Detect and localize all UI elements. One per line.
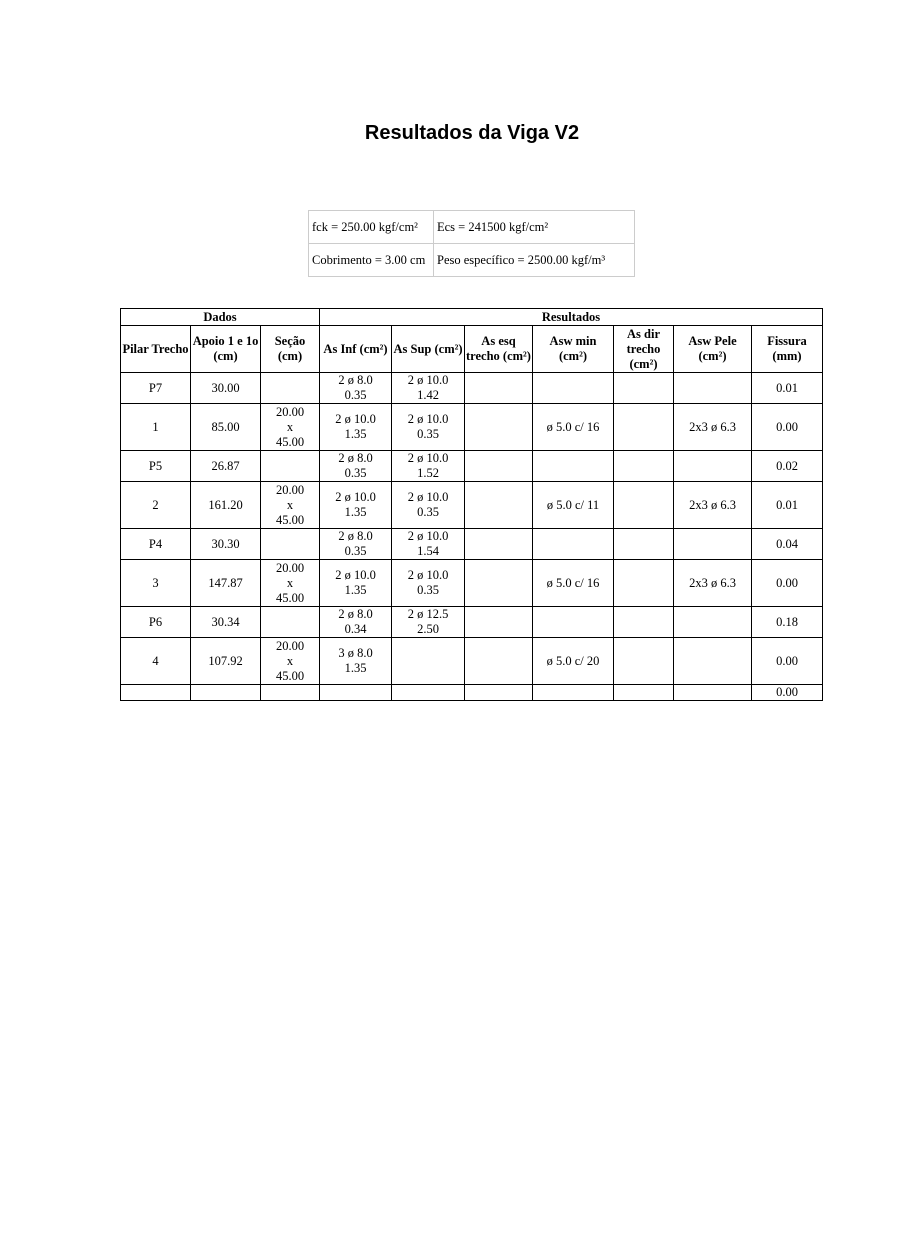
fissura-cell	[752, 482, 823, 529]
asw-pele-cell	[674, 529, 752, 560]
fissura-cell	[752, 560, 823, 607]
pilar-cell	[121, 685, 191, 701]
apoio-cell-line: 30.00	[211, 380, 240, 395]
as-inf-cell-line: 0.35	[344, 544, 367, 558]
parameters-table	[308, 210, 635, 277]
secao-cell-line: 20.00	[275, 560, 305, 575]
fck-value: fck = 250.00 kgf/cm²	[309, 211, 434, 244]
group-header-dados: Dados	[121, 309, 320, 326]
as-inf-cell	[320, 529, 392, 560]
asw-min-cell	[533, 451, 614, 482]
asw-pele-cell	[674, 451, 752, 482]
fissura-cell	[752, 451, 823, 482]
header-secao: Seção (cm)	[261, 326, 320, 373]
as-sup-cell-line: 2 ø 10.0	[407, 490, 449, 504]
ecs-value: Ecs = 241500 kgf/cm²	[434, 211, 635, 244]
secao-cell-line: 45.00	[275, 512, 305, 527]
pilar-cell	[121, 529, 191, 560]
asw-min-cell-line: ø 5.0 c/ 16	[546, 575, 600, 590]
header-fissura: Fissura (mm)	[752, 326, 823, 373]
header-as-esq-trecho: As esq trecho (cm²)	[465, 326, 533, 373]
pilar-cell	[121, 607, 191, 638]
apoio-cell	[191, 685, 261, 701]
fissura-cell	[752, 529, 823, 560]
as-sup-cell-line: 2.50	[417, 622, 439, 636]
page-title: Resultados da Viga V2	[364, 122, 580, 144]
as-dir-cell	[614, 560, 674, 607]
asw-pele-cell-line: 2x3 ø 6.3	[689, 497, 736, 512]
as-sup-cell-line: 2 ø 10.0	[407, 568, 449, 582]
fissura-cell-line: 0.01	[776, 497, 798, 512]
fissura-cell-line: 0.02	[776, 458, 798, 473]
pilar-cell	[121, 451, 191, 482]
as-sup-cell	[392, 482, 465, 529]
secao-cell	[261, 529, 320, 560]
secao-cell-line: x	[286, 575, 294, 590]
fissura-cell	[752, 638, 823, 685]
fissura-cell	[752, 685, 823, 701]
as-inf-cell-line: 1.35	[344, 583, 367, 597]
pilar-cell	[121, 404, 191, 451]
as-esq-cell	[465, 451, 533, 482]
pilar-cell-line: 2	[152, 497, 159, 512]
as-inf-cell	[320, 451, 392, 482]
parameters-row	[309, 244, 635, 277]
as-sup-cell-line: 0.35	[417, 505, 439, 519]
secao-cell-line: 45.00	[275, 590, 305, 605]
header-pilar-trecho: Pilar Trecho	[121, 326, 191, 373]
pilar-cell-line: P4	[148, 536, 163, 551]
asw-pele-cell	[674, 607, 752, 638]
pilar-cell	[121, 482, 191, 529]
as-dir-cell	[614, 638, 674, 685]
as-dir-cell	[614, 482, 674, 529]
as-dir-cell	[614, 404, 674, 451]
pilar-cell-line: P5	[148, 458, 163, 473]
secao-cell	[261, 560, 320, 607]
column-header-row	[121, 326, 823, 373]
secao-cell	[261, 373, 320, 404]
pilar-cell	[121, 373, 191, 404]
table-row	[121, 560, 823, 607]
asw-pele-cell	[674, 482, 752, 529]
apoio-cell-line: 161.20	[208, 497, 243, 512]
fissura-cell-line: 0.00	[776, 685, 798, 699]
fissura-cell	[752, 404, 823, 451]
as-inf-cell-line: 2 ø 8.0	[338, 451, 373, 465]
asw-min-cell	[533, 404, 614, 451]
as-esq-cell	[465, 607, 533, 638]
table-row	[121, 451, 823, 482]
pilar-cell	[121, 638, 191, 685]
as-inf-cell-line: 2 ø 10.0	[335, 490, 376, 504]
as-sup-cell	[392, 638, 465, 685]
asw-pele-cell	[674, 404, 752, 451]
apoio-cell	[191, 451, 261, 482]
as-sup-cell-line: 1.42	[417, 388, 439, 402]
asw-min-cell-line: ø 5.0 c/ 16	[546, 419, 600, 434]
as-inf-cell-line: 2 ø 8.0	[338, 529, 373, 543]
apoio-cell	[191, 560, 261, 607]
asw-min-cell	[533, 529, 614, 560]
as-sup-cell-line: 1.54	[417, 544, 439, 558]
secao-cell-line: x	[286, 653, 294, 668]
secao-cell	[261, 607, 320, 638]
as-sup-cell	[392, 529, 465, 560]
header-as-dir-trecho: As dir trecho (cm²)	[614, 326, 674, 373]
secao-cell-line: 20.00	[275, 404, 305, 419]
apoio-cell-line: 147.87	[208, 575, 243, 590]
secao-cell-line: 20.00	[275, 638, 305, 653]
as-inf-cell	[320, 560, 392, 607]
asw-min-cell	[533, 560, 614, 607]
asw-min-cell-line: ø 5.0 c/ 20	[546, 653, 600, 668]
asw-min-cell	[533, 482, 614, 529]
apoio-cell	[191, 373, 261, 404]
table-row	[121, 685, 823, 701]
cobrimento-value: Cobrimento = 3.00 cm	[309, 244, 434, 277]
parameters-row	[309, 211, 635, 244]
pilar-cell-line: P7	[148, 380, 163, 395]
header-as-sup: As Sup (cm²)	[392, 326, 465, 373]
peso-especifico-value: Peso específico = 2500.00 kgf/m³	[434, 244, 635, 277]
table-row	[121, 638, 823, 685]
as-inf-cell-line: 3 ø 8.0	[338, 646, 373, 660]
apoio-cell	[191, 482, 261, 529]
secao-cell-line: x	[286, 419, 294, 434]
as-esq-cell	[465, 373, 533, 404]
secao-cell-line: 45.00	[275, 434, 305, 449]
as-sup-cell-line: 2 ø 12.5	[407, 607, 449, 621]
apoio-cell	[191, 638, 261, 685]
asw-pele-cell-line: 2x3 ø 6.3	[689, 575, 736, 590]
fissura-cell-line: 0.01	[776, 380, 798, 395]
as-esq-cell	[465, 482, 533, 529]
as-esq-cell	[465, 529, 533, 560]
secao-cell	[261, 451, 320, 482]
secao-cell	[261, 685, 320, 701]
as-sup-cell	[392, 451, 465, 482]
header-asw-pele: Asw Pele (cm²)	[674, 326, 752, 373]
secao-cell	[261, 638, 320, 685]
secao-cell-line: 20.00	[275, 482, 305, 497]
as-inf-cell	[320, 404, 392, 451]
as-sup-cell-line: 1.52	[417, 466, 439, 480]
apoio-cell	[191, 529, 261, 560]
results-table	[120, 308, 823, 701]
header-apoio: Apoio 1 e 1o (cm)	[191, 326, 261, 373]
apoio-cell-line: 85.00	[211, 419, 240, 434]
apoio-cell-line: 30.34	[211, 614, 240, 629]
as-inf-cell-line: 0.34	[344, 622, 367, 636]
asw-pele-cell	[674, 685, 752, 701]
table-row	[121, 482, 823, 529]
fissura-cell-line: 0.00	[776, 575, 798, 590]
asw-pele-cell-line: 2x3 ø 6.3	[689, 419, 736, 434]
asw-min-cell-line: ø 5.0 c/ 11	[546, 497, 600, 512]
asw-min-cell	[533, 685, 614, 701]
as-inf-cell-line: 2 ø 8.0	[338, 607, 373, 621]
asw-min-cell	[533, 373, 614, 404]
as-sup-cell	[392, 404, 465, 451]
apoio-cell-line: 26.87	[211, 458, 240, 473]
as-inf-cell	[320, 607, 392, 638]
secao-cell-line: x	[286, 497, 294, 512]
as-dir-cell	[614, 529, 674, 560]
as-dir-cell	[614, 685, 674, 701]
as-sup-cell	[392, 685, 465, 701]
as-sup-cell	[392, 560, 465, 607]
as-inf-cell	[320, 482, 392, 529]
as-inf-cell-line: 2 ø 10.0	[335, 568, 376, 582]
as-inf-cell-line: 2 ø 10.0	[335, 412, 376, 426]
table-row	[121, 607, 823, 638]
apoio-cell	[191, 607, 261, 638]
secao-cell-line: 45.00	[275, 668, 305, 683]
asw-pele-cell	[674, 560, 752, 607]
table-row	[121, 404, 823, 451]
as-sup-cell	[392, 373, 465, 404]
as-inf-cell-line: 0.35	[344, 388, 367, 402]
as-inf-cell-line: 1.35	[344, 661, 367, 675]
as-esq-cell	[465, 404, 533, 451]
apoio-cell-line: 107.92	[208, 653, 243, 668]
as-inf-cell-line: 1.35	[344, 427, 367, 441]
group-header-resultados: Resultados	[320, 309, 823, 326]
secao-cell	[261, 482, 320, 529]
as-sup-cell-line: 2 ø 10.0	[407, 412, 449, 426]
pilar-cell-line: 1	[152, 419, 159, 434]
as-sup-cell-line: 0.35	[417, 583, 439, 597]
as-dir-cell	[614, 607, 674, 638]
group-header-row	[121, 309, 823, 326]
as-dir-cell	[614, 451, 674, 482]
secao-cell	[261, 404, 320, 451]
table-row	[121, 373, 823, 404]
asw-min-cell	[533, 638, 614, 685]
pilar-cell	[121, 560, 191, 607]
as-sup-cell-line: 2 ø 10.0	[407, 529, 449, 543]
as-sup-cell	[392, 607, 465, 638]
as-dir-cell	[614, 373, 674, 404]
fissura-cell-line: 0.00	[776, 653, 798, 668]
apoio-cell	[191, 404, 261, 451]
pilar-cell-line: P6	[148, 614, 163, 629]
pilar-cell-line: 3	[152, 575, 159, 590]
asw-pele-cell	[674, 373, 752, 404]
as-inf-cell-line: 2 ø 8.0	[338, 373, 373, 387]
fissura-cell-line: 0.00	[776, 419, 798, 434]
fissura-cell-line: 0.04	[776, 536, 798, 551]
header-asw-min: Asw min (cm²)	[533, 326, 614, 373]
as-sup-cell-line: 2 ø 10.0	[407, 451, 449, 465]
fissura-cell	[752, 607, 823, 638]
as-esq-cell	[465, 560, 533, 607]
as-inf-cell-line: 0.35	[344, 466, 367, 480]
as-esq-cell	[465, 638, 533, 685]
pilar-cell-line: 4	[152, 653, 159, 668]
fissura-cell-line: 0.18	[776, 614, 798, 629]
header-as-inf: As Inf (cm²)	[320, 326, 392, 373]
as-inf-cell	[320, 638, 392, 685]
fissura-cell	[752, 373, 823, 404]
asw-min-cell	[533, 607, 614, 638]
as-inf-cell-line: 1.35	[344, 505, 367, 519]
results-body	[121, 373, 823, 701]
table-row	[121, 529, 823, 560]
as-sup-cell-line: 0.35	[417, 427, 439, 441]
as-esq-cell	[465, 685, 533, 701]
as-inf-cell	[320, 373, 392, 404]
as-inf-cell	[320, 685, 392, 701]
as-sup-cell-line: 2 ø 10.0	[407, 373, 449, 387]
apoio-cell-line: 30.30	[211, 536, 240, 551]
asw-pele-cell	[674, 638, 752, 685]
